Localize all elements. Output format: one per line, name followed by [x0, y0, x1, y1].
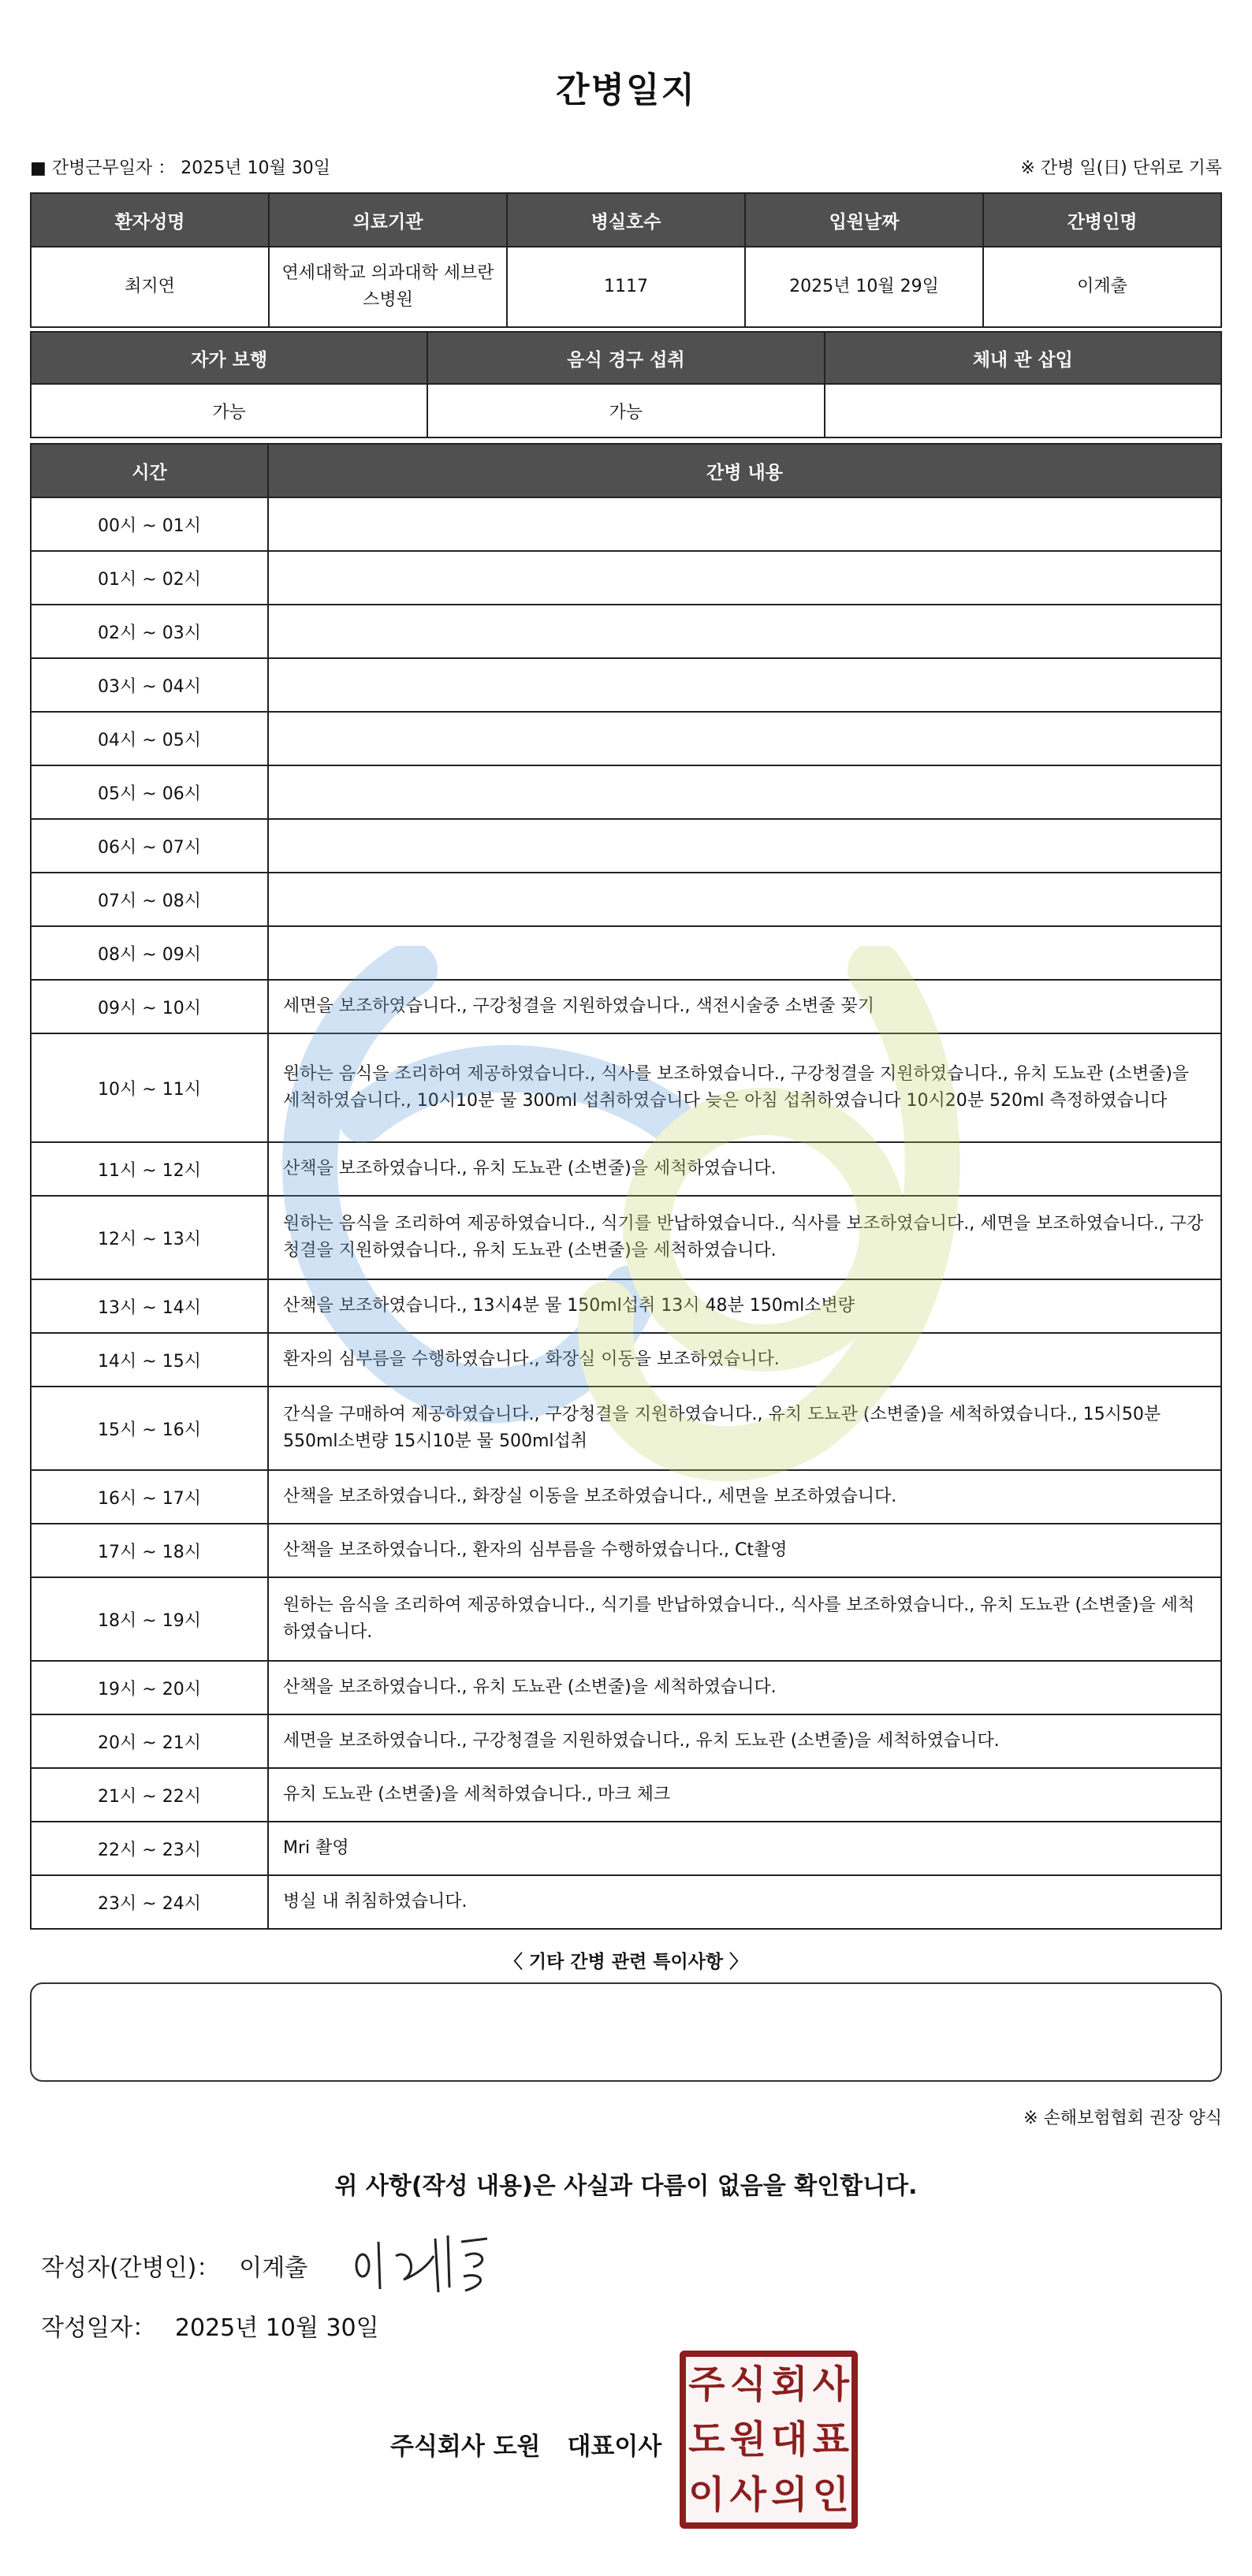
log-row — [31, 980, 1221, 1033]
header-oral-intake: 음식 경구 섭취 — [427, 332, 824, 384]
patient-status-table — [30, 331, 1222, 438]
log-row — [31, 1333, 1221, 1387]
log-row — [31, 1822, 1221, 1875]
header-admission-date: 입원날짜 — [745, 193, 983, 247]
caregiver-name: 이계출 — [983, 247, 1221, 327]
hospital-name — [269, 247, 507, 327]
log-row — [31, 765, 1221, 819]
seal-character: 도 — [688, 2418, 725, 2462]
seal-character: 대 — [771, 2418, 808, 2462]
seal-lettering — [686, 2357, 851, 2522]
seal-character: 주 — [688, 2362, 725, 2407]
log-content: 세면을 보조하였습니다., 구강청결을 지원하였습니다., 유치 도뇨관 (소변줄)을 세척하였습니다. — [268, 1714, 1221, 1768]
log-time: 09시 ~ 10시 — [31, 980, 268, 1033]
writer-label: 작성자(간병인)： — [41, 2254, 221, 2282]
log-row — [31, 1714, 1221, 1768]
hourly-log-table — [30, 443, 1222, 1930]
log-time: 06시 ~ 07시 — [31, 819, 268, 873]
special-notes-box — [30, 1982, 1222, 2082]
log-row — [31, 497, 1221, 551]
log-content: 산책을 보조하였습니다., 화장실 이동을 보조하였습니다., 세면을 보조하였습니다. — [268, 1470, 1221, 1524]
log-content — [268, 926, 1221, 980]
log-content — [268, 551, 1221, 605]
log-time: 13시 ~ 14시 — [31, 1279, 268, 1333]
log-time: 04시 ~ 05시 — [31, 712, 268, 765]
log-time: 00시 ~ 01시 — [31, 497, 268, 551]
header-caregiver: 간병인명 — [983, 193, 1221, 247]
log-time: 07시 ~ 08시 — [31, 873, 268, 926]
log-row — [31, 712, 1221, 765]
company-role: 대표이사 — [567, 2433, 662, 2461]
log-row — [31, 1142, 1221, 1196]
log-row — [31, 1524, 1221, 1577]
log-time: 05시 ~ 06시 — [31, 765, 268, 819]
log-time: 18시 ~ 19시 — [31, 1577, 268, 1661]
log-content — [268, 765, 1221, 819]
log-row — [31, 605, 1221, 658]
log-content: 원하는 음식을 조리하여 제공하였습니다., 식사를 보조하였습니다., 구강청결을 지원하였습니다., 유치 도뇨관 (소변줄)을 세척하였습니다., 10시10분 물 300ml 섭취하였습니다 늦은 아침 섭취하였습니다 10시20분 520ml 측정하였습니다 — [268, 1033, 1221, 1142]
log-time: 10시 ~ 11시 — [31, 1033, 268, 1142]
log-row — [31, 926, 1221, 980]
seal-character: 표 — [812, 2418, 849, 2462]
log-content: 병실 내 취침하였습니다. — [268, 1875, 1221, 1929]
form-source-note: ※ 손해보험협회 권장 양식 — [1023, 2109, 1222, 2128]
company-seal-stamp — [680, 2351, 858, 2529]
writer-name: 이계출 — [239, 2254, 308, 2282]
unit-note: ※ 간병 일(日) 단위로 기록 — [1020, 158, 1222, 178]
log-row — [31, 1661, 1221, 1714]
log-time: 14시 ~ 15시 — [31, 1333, 268, 1387]
log-content: Mri 촬영 — [268, 1822, 1221, 1875]
log-time: 11시 ~ 12시 — [31, 1142, 268, 1196]
log-content: 원하는 음식을 조리하여 제공하였습니다., 식기를 반납하였습니다., 식사를 보조하였습니다., 세면을 보조하였습니다., 구강청결을 지원하였습니다., 유치 도뇨관 (소변줄)을 세척하였습니다. — [268, 1196, 1221, 1279]
log-time: 21시 ~ 22시 — [31, 1768, 268, 1822]
log-time: 20시 ~ 21시 — [31, 1714, 268, 1768]
log-content: 세면을 보조하였습니다., 구강청결을 지원하였습니다., 색전시술중 소변줄 꽂기 — [268, 980, 1221, 1033]
header-content: 간병 내용 — [268, 444, 1221, 497]
seal-character: 사 — [729, 2473, 766, 2517]
patient-name: 최지연 — [31, 247, 269, 327]
patient-info-table — [30, 192, 1222, 328]
log-row — [31, 819, 1221, 873]
log-content: 산책을 보조하였습니다., 13시4분 물 150ml섭취 13시 48분 150ml소변량 — [268, 1279, 1221, 1333]
log-row — [31, 1768, 1221, 1822]
log-time: 23시 ~ 24시 — [31, 1875, 268, 1929]
walking-value: 가능 — [31, 384, 427, 437]
log-time: 03시 ~ 04시 — [31, 658, 268, 712]
company-name: 주식회사 도원 — [390, 2433, 541, 2461]
header-hospital: 의료기관 — [269, 193, 507, 247]
header-walking: 자가 보행 — [31, 332, 427, 384]
log-row — [31, 551, 1221, 605]
room-number: 1117 — [507, 247, 745, 327]
log-content: 산책을 보조하였습니다., 환자의 심부름을 수행하였습니다., Ct촬영 — [268, 1524, 1221, 1577]
log-time: 17시 ~ 18시 — [31, 1524, 268, 1577]
log-row — [31, 1033, 1221, 1142]
log-row — [31, 1875, 1221, 1929]
writer-line — [41, 2248, 307, 2283]
log-time: 15시 ~ 16시 — [31, 1387, 268, 1470]
seal-character: 식 — [729, 2362, 766, 2407]
log-content: 유치 도뇨관 (소변줄)을 세척하였습니다., 마크 체크 — [268, 1768, 1221, 1822]
log-row — [31, 1387, 1221, 1470]
written-date-label: 작성일자： — [41, 2314, 156, 2342]
header-tube: 체내 관 삽입 — [825, 332, 1221, 384]
log-time: 12시 ~ 13시 — [31, 1196, 268, 1279]
admission-date: 2025년 10월 29일 — [745, 247, 983, 327]
special-notes-title: 〈 기타 간병 관련 특이사항 〉 — [504, 1952, 748, 1972]
log-time: 16시 ~ 17시 — [31, 1470, 268, 1524]
seal-character: 의 — [771, 2473, 808, 2517]
seal-character: 이 — [688, 2473, 725, 2517]
log-content — [268, 497, 1221, 551]
header-patient-name: 환자성명 — [31, 193, 269, 247]
handwritten-signature — [347, 2224, 505, 2303]
log-row — [31, 1196, 1221, 1279]
log-time: 02시 ~ 03시 — [31, 605, 268, 658]
log-row — [31, 1470, 1221, 1524]
hospital-name-text: 연세대학교 의과대학 세브란스병원 — [281, 263, 494, 310]
log-content — [268, 819, 1221, 873]
log-time: 19시 ~ 20시 — [31, 1661, 268, 1714]
log-content: 원하는 음식을 조리하여 제공하였습니다., 식기를 반납하였습니다., 식사를 보조하였습니다., 유치 도뇨관 (소변줄)을 세척하였습니다. — [268, 1577, 1221, 1661]
tube-value — [825, 384, 1221, 437]
seal-character: 인 — [812, 2473, 849, 2517]
document-title: 간병일지 — [555, 70, 696, 110]
log-time: 22시 ~ 23시 — [31, 1822, 268, 1875]
log-content — [268, 873, 1221, 926]
log-row — [31, 1279, 1221, 1333]
log-time: 08시 ~ 09시 — [31, 926, 268, 980]
written-date-line — [41, 2308, 379, 2343]
log-row — [31, 658, 1221, 712]
seal-character: 회 — [771, 2362, 808, 2407]
oral-intake-value: 가능 — [427, 384, 824, 437]
log-time: 01시 ~ 02시 — [31, 551, 268, 605]
log-content — [268, 605, 1221, 658]
confirmation-statement: 위 사항(작성 내용)은 사실과 다름이 없음을 확인합니다. — [334, 2172, 918, 2200]
header-time: 시간 — [31, 444, 268, 497]
log-content — [268, 658, 1221, 712]
company-line — [390, 2426, 688, 2462]
log-content: 산책을 보조하였습니다., 유치 도뇨관 (소변줄)을 세척하였습니다. — [268, 1661, 1221, 1714]
work-date: ■ 간병근무일자 ： 2025년 10월 30일 — [30, 158, 330, 178]
log-row — [31, 873, 1221, 926]
written-date: 2025년 10월 30일 — [174, 2314, 379, 2342]
seal-character: 원 — [729, 2418, 766, 2462]
log-content — [268, 712, 1221, 765]
log-content: 산책을 보조하였습니다., 유치 도뇨관 (소변줄)을 세척하였습니다. — [268, 1142, 1221, 1196]
log-content: 환자의 심부름을 수행하였습니다., 화장실 이동을 보조하였습니다. — [268, 1333, 1221, 1387]
seal-character: 사 — [812, 2362, 849, 2407]
log-content: 간식을 구매하여 제공하였습니다., 구강청결을 지원하였습니다., 유치 도뇨관 (소변줄)을 세척하였습니다., 15시50분 550ml소변량 15시10분 물 500ml섭취 — [268, 1387, 1221, 1470]
log-row — [31, 1577, 1221, 1661]
header-room: 병실호수 — [507, 193, 745, 247]
